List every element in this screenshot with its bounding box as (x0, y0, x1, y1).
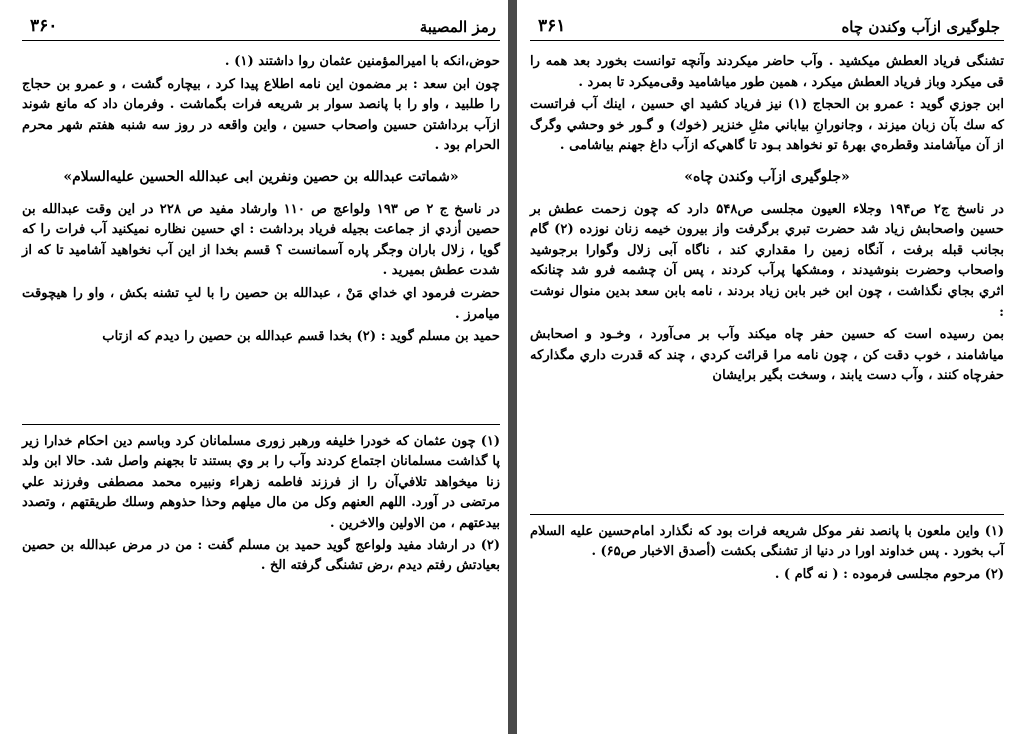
left-running-title: رمز المصيبة (419, 18, 496, 36)
paragraph: حوض،انكه با امیرالمؤمنین عثمان روا داشتند (۱) . (224, 54, 500, 69)
paragraph: ابن جوزي گوید : عمرو بن الحجاج (۱) نیز فریاد كشید اي حسین ، اینك آب فراتست كه سك بآن زبان میزند ، وجانورانِ بیاباني مثلِ خنزیر (خوك) و گـور خو وحشي وگرگ از آن میآشامند وقطره‌ي بهرهٔ تو نخواهد بـود تا گاهي‌كه ازآب داغ جهنم بیاشامی . (530, 97, 1004, 154)
section-heading: «جلوگیری ازآب وكندن چاه» (684, 168, 850, 185)
footnote-divider (22, 424, 500, 425)
left-page (22, 0, 500, 734)
left-page-number: ۳۶۰ (30, 16, 58, 36)
footnote: (۲) در ارشاد مفید ولواعج گوید حمید بن مسلم گفت : من در مرض عبدالله بن حصین بعیادتش رفتم دیدم ،رض تشنگی گرفته الخ . (22, 538, 500, 574)
paragraph: چون ابن سعد : بر مضمون این نامه اطلاع پیدا کرد ، بیچاره گشت ، و عمرو بن حجاج را طلبید ، واو را با پانصد سوار بر شریعه فرات بگماشت . وفرمان داد كه مانع شوند ازآب برداشتن حسین واصحاب حسین ، واین واقعه در روز سه شنبه هفتم شهر محرم الحرام بود . (22, 76, 500, 154)
left-footnotes (22, 432, 500, 579)
paragraph: تشنگی فریاد العطش میكشید . وآب حاضر میكردند وآنچه توانست بخورد بعد همه را قی میكرد وباز فریاد العطش میكرد ، همین طور میاشامید وقی‌میكرد تا بمرد . (530, 54, 1004, 90)
right-body (530, 52, 1004, 389)
paragraph: در ناسخ ج ۲ ص ۱۹۳ ولواعج ص ۱۱۰ وارشاد مفید ص ۲۲۸ در این وقت عبدالله بن حصین أزدي از جماعت بجیله فریاد برداشت : اي حسین نظاره نمیكنید آب فرات را كه گويا ، زلال باران وجگر پاره آسمانست ؟ قسم بخدا از این آب نخواهید آشامید تا كه از شدت عطش بمیرید . (22, 201, 500, 279)
footnote-divider (530, 514, 1004, 515)
book-gutter (508, 0, 517, 734)
paragraph: حضرت فرمود اي خداي مَنْ ، عبدالله بن حصین را با لبِ تشنه بكش ، واو را هیچوقت میامرز . (22, 285, 500, 322)
paragraph: حمید بن مسلم گوید : (۲) بخدا قسم عبدالله بن حصین را دیدم كه ازتاب (102, 329, 500, 345)
right-page-header (530, 16, 1004, 41)
section-heading: «شماتت عبدالله بن حصین ونفرین ابی عبدالله الحسین علیه‌السلام» (63, 168, 459, 185)
right-running-title: جلوگیری ازآب وكندن چاه (841, 18, 1000, 36)
footnote: (۲) مرحوم مجلسی فرموده : ( نه گام ) . (774, 566, 1004, 582)
right-page (530, 0, 1004, 734)
right-page-number: ۳۶۱ (538, 16, 566, 36)
paragraph: در ناسخ ج۲ ص۱۹۴ وجلاء العیون مجلسی ص۵۴۸ دارد كه چون زحمت عطش بر حسین واصحابش زیاد شد حضرت تبري برگرفت واز بیرون خیمه زنان نوزده (۲) گام بجانب قبله برفت ، آنگاه زمین را مقداري كند ، ناگاه آبی زلال وگوارا برجوشید واصحاب وحضرت بنوشیدند ، ومشكها پرآب كردند ، پس آن چشمه فرو شد چنانكه اثري بجاي نگذاشت ، چون ابن خبر بابن زیاد بردند ، نامه بابن سعد بدین منوال نوشت : (530, 201, 1005, 320)
paragraph: بمن رسیده است كه حسین حفر چاه میكند وآب بر می‌آورد ، وخـود و اصحابش میاشامند ، خوب دقت كن ، چون نامه مرا قرائت كردي ، چند كه قدرت داري مگذاركه حفرچاه كنند ، وآب دست یابند ، وسخت بگیر برایشان (530, 327, 1004, 384)
left-body (22, 52, 500, 350)
footnote: (۱) چون عثمان كه خودرا خلیفه ورهبر زوری مسلمانان كرد وباسم دین احكام خدارا زیر پا گذاشت مسلمانان اجتماع كردند وآب را بر وي بستند تا بجهنم واصل شد. حالا ابن ولد زنا میخواهد تلافي‌آن را از فرزند فاطمه زهراء ونبیره محمد مصطفى وفرزند علي مرتضی در آورد. اللهم العنهم وكل من مال میلهم وحذا حذوهم وسلك طریقتهم ، وتصدد بیدعتهم ، من الاولین والاخرین . (22, 434, 500, 531)
right-footnotes (530, 522, 1004, 587)
left-page-header (22, 16, 500, 41)
footnote: (۱) واین ملعون با پانصد نفر موكل شریعه فرات بود كه نگذارد امام‌حسین علیه السلام آب بخورد . پس خداوند اورا در دنیا از تشنگی بكشت (أصدق الاخبار ص۶۵) . (530, 524, 1004, 560)
